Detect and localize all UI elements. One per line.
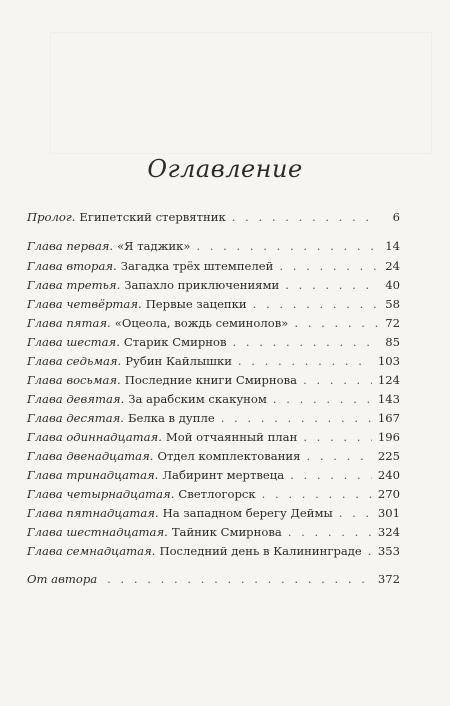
entry-label: Глава четырнадцатая.: [27, 487, 175, 501]
leader-dots: [253, 295, 378, 313]
entry-title: «Оцеола, вождь семинолов»: [114, 316, 289, 330]
leader-dots: [221, 409, 372, 427]
leader-dots: [232, 208, 378, 226]
toc-entry-afterword: [27, 570, 400, 588]
toc-entry: [27, 208, 400, 226]
entry-label: Глава седьмая.: [27, 354, 122, 368]
entry-title: Старик Смирнов: [123, 335, 227, 349]
toc-entry: [27, 237, 400, 255]
toc-entry: [27, 428, 400, 446]
entry-page-number: 353: [377, 544, 400, 558]
entry-title: Загадка трёх штемпелей: [120, 259, 274, 273]
toc-entry: [27, 542, 400, 560]
toc-entry: [27, 314, 400, 332]
leader-dots: [196, 237, 378, 255]
entry-page-number: 6: [392, 210, 400, 224]
toc-heading: Оглавление: [147, 155, 303, 183]
leader-dots: [232, 333, 378, 351]
entry-page-number: 196: [377, 430, 400, 444]
entry-page-number: 72: [385, 316, 400, 330]
entry-title: Лабиринт мертвеца: [162, 468, 285, 482]
entry-label: Глава семнадцатая.: [27, 544, 156, 558]
entry-title: На западном берегу Деймы: [162, 506, 333, 520]
toc-entry: [27, 466, 400, 484]
entry-title: Первые зацепки: [145, 297, 247, 311]
entry-page-number: 301: [377, 506, 400, 520]
entry-label: Глава двенадцатая.: [27, 449, 154, 463]
toc-entry: [27, 352, 400, 370]
toc-entry: [27, 390, 400, 408]
leader-dots: [306, 447, 371, 465]
entry-title: Запахло приключениями: [124, 278, 280, 292]
entry-title: Последние книги Смирнова: [124, 373, 298, 387]
leader-dots: [303, 428, 372, 446]
leader-dots: [279, 257, 378, 275]
entry-page-number: 324: [377, 525, 400, 539]
entry-label: Глава пятнадцатая.: [27, 506, 159, 520]
entry-label: Глава первая.: [27, 239, 114, 253]
leader-dots: [238, 352, 372, 370]
entry-title: Последний день в Калининграде: [159, 544, 362, 558]
toc-entry: [27, 371, 400, 389]
entry-title: Тайник Смирнова: [171, 525, 282, 539]
entry-page-number: 85: [385, 335, 400, 349]
entry-page-number: 124: [377, 373, 400, 387]
entry-label: Глава восьмая.: [27, 373, 121, 387]
bleed-through-frame: [50, 32, 432, 154]
entry-page-number: 103: [377, 354, 400, 368]
entry-title: Светлогорск: [178, 487, 256, 501]
entry-label: От автора: [27, 572, 98, 586]
entry-label: Пролог.: [27, 210, 76, 224]
entry-label: Глава одиннадцатая.: [27, 430, 162, 444]
entry-label: Глава третья.: [27, 278, 121, 292]
entry-title: Мой отчаянный план: [165, 430, 298, 444]
entry-page-number: 270: [377, 487, 400, 501]
toc-entry: [27, 409, 400, 427]
entry-title: За арабским скакуном: [128, 392, 267, 406]
entry-page-number: 372: [377, 572, 400, 586]
entry-page-number: 225: [377, 449, 400, 463]
entry-title: Рубин Кайлышки: [125, 354, 232, 368]
toc-entry: [27, 447, 400, 465]
leader-dots: [294, 314, 378, 332]
toc-entry: [27, 276, 400, 294]
entry-page-number: 40: [385, 278, 400, 292]
leader-dots: [288, 523, 372, 541]
entry-title: Белка в дупле: [127, 411, 215, 425]
entry-page-number: 240: [377, 468, 400, 482]
toc-entry: [27, 333, 400, 351]
entry-page-number: 143: [377, 392, 400, 406]
entry-label: Глава вторая.: [27, 259, 117, 273]
toc-entry: [27, 504, 400, 522]
entry-title: Египетский стервятник: [79, 210, 226, 224]
toc-entry: [27, 295, 400, 313]
entry-label: Глава десятая.: [27, 411, 124, 425]
entry-page-number: 14: [385, 239, 400, 253]
entry-label: Глава пятая.: [27, 316, 111, 330]
leader-dots: [290, 466, 372, 484]
entry-page-number: 24: [385, 259, 400, 273]
entry-label: Глава четвёртая.: [27, 297, 142, 311]
entry-page-number: 167: [377, 411, 400, 425]
toc-entry: [27, 523, 400, 541]
leader-dots: [107, 570, 372, 588]
leader-dots: [368, 542, 372, 560]
entry-title: «Я таджик»: [117, 239, 191, 253]
entry-label: Глава шестая.: [27, 335, 120, 349]
leader-dots: [262, 485, 372, 503]
entry-label: Глава шестнадцатая.: [27, 525, 168, 539]
toc-entry: [27, 485, 400, 503]
leader-dots: [273, 390, 372, 408]
entry-page-number: 58: [385, 297, 400, 311]
entry-label: Глава девятая.: [27, 392, 125, 406]
leader-dots: [339, 504, 372, 522]
entry-label: Глава тринадцатая.: [27, 468, 159, 482]
leader-dots: [303, 371, 372, 389]
toc-entry: [27, 257, 400, 275]
entry-title: Отдел комплектования: [157, 449, 301, 463]
leader-dots: [285, 276, 378, 294]
